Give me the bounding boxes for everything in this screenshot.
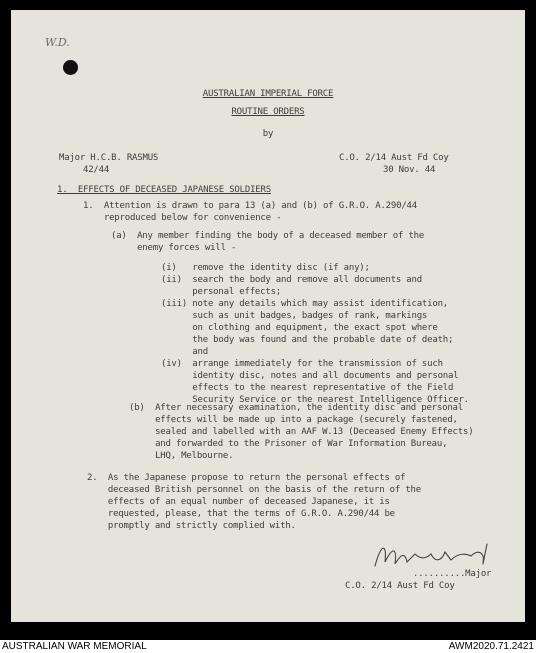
footer-accession-number: AWM2020.71.2421 — [448, 641, 534, 652]
text-line: effects to the nearest representative of the Field — [161, 383, 454, 393]
unit: C.O. 2/14 Aust Fd Coy — [339, 153, 449, 163]
document-subtitle: ROUTINE ORDERS — [231, 107, 305, 117]
text-line: the body was found and the probable date of death; — [161, 335, 454, 345]
text-line: requested, please, that the terms of G.R.O. A.290/44 be — [87, 509, 395, 519]
text-line: identity disc, notes and all documents and personal — [161, 371, 459, 381]
footer-institution: AUSTRALIAN WAR MEMORIAL — [2, 641, 147, 652]
signature-unit: C.O. 2/14 Aust Fd Coy — [345, 581, 455, 591]
text-line: (b) After necessary examination, the identity disc and personal — [129, 403, 463, 413]
text-line: (ii) search the body and remove all documents and — [161, 275, 422, 285]
text-line: effects of an equal number of deceased Japanese, it is — [87, 497, 390, 507]
punch-hole — [63, 60, 78, 75]
from-name: Major H.C.B. RASMUS — [59, 153, 159, 163]
from-ref: 42/44 — [83, 165, 110, 175]
signature-rank: ..........Major — [413, 569, 492, 579]
text-line: sealed and labelled with an AAF W.13 (Deceased Enemy Effects) — [129, 427, 474, 437]
text-line: 2. As the Japanese propose to return the personal effects of — [87, 473, 406, 483]
text-line: (i) remove the identity disc (if any); — [161, 263, 370, 273]
text-line: (iv) arrange immediately for the transmission of such — [161, 359, 443, 369]
para-b — [129, 402, 473, 462]
footer-bar — [0, 640, 536, 653]
text-line: promptly and strictly complied with. — [87, 521, 296, 531]
text-line: 1. Attention is drawn to para 13 (a) and (b) of G.R.O. A.290/44 — [83, 201, 417, 211]
text-line: such as unit badges, badges of rank, markings — [161, 311, 428, 321]
text-line: effects will be made up into a package (securely fastened, — [129, 415, 458, 425]
text-line: on clothing and equipment, the exact spot where — [161, 323, 438, 333]
text-line: deceased British personnel on the basis of the return of the — [87, 485, 421, 495]
section-heading: 1. EFFECTS OF DECEASED JAPANESE SOLDIERS — [57, 185, 271, 195]
text-line: and — [161, 347, 208, 357]
para-a-items — [161, 262, 469, 406]
para-a-intro — [111, 230, 424, 254]
para-2 — [87, 472, 421, 532]
text-line: Security Service or the nearest Intelligence Officer. — [161, 395, 469, 405]
document-page — [11, 10, 525, 622]
text-line: (a) Any member finding the body of a deceased member of the — [111, 231, 425, 241]
document-by: by — [262, 129, 274, 139]
text-line: and forwarded to the Prisoner of War Information Bureau, — [129, 439, 448, 449]
text-line: reproduced below for convenience - — [83, 213, 282, 223]
text-line: (iii) note any details which may assist identification, — [161, 299, 449, 309]
text-line: personal effects; — [161, 287, 282, 297]
text-line: LHQ, Melbourne. — [129, 451, 234, 461]
text-line: enemy forces will - — [111, 243, 237, 253]
para-1 — [83, 200, 417, 224]
date: 30 Nov. 44 — [383, 165, 436, 175]
document-title: AUSTRALIAN IMPERIAL FORCE — [202, 89, 334, 99]
handwritten-note: W.D. — [45, 36, 70, 49]
